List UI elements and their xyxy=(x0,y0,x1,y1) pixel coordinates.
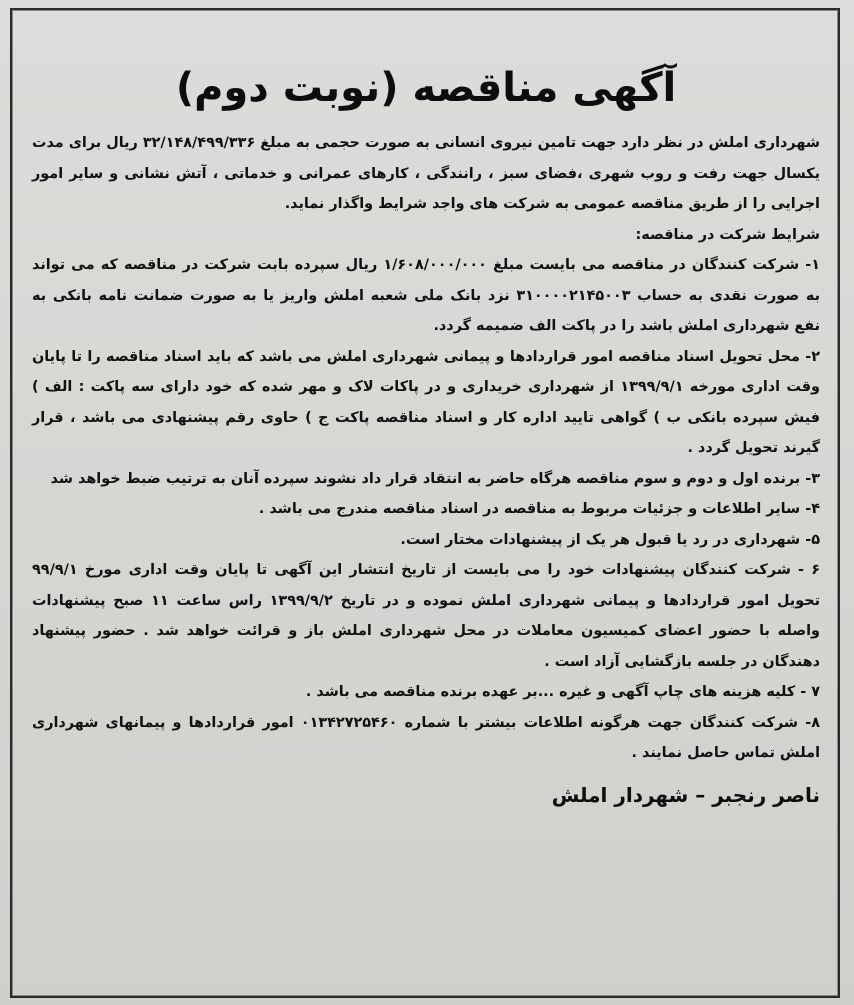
condition-item-5: ۵- شهرداری در رد یا قبول هر یک از پیشنهادات مختار است. xyxy=(400,531,820,548)
signature: ناصر رنجبر – شهردار املش xyxy=(551,782,820,807)
condition-item-8: ۸- شرکت کنندگان جهت هرگونه اطلاعات بیشتر با شماره ۰۱۳۴۲۷۲۵۴۶۰ امور قراردادها و پیمانهای شهرداری املش تماس حاصل نمایند . xyxy=(32,714,820,761)
condition-item-3: ۳- برنده اول و دوم و سوم مناقصه هرگاه حاضر به انتقاد قرار داد نشوند سپرده آنان به ترتیب ضبط خواهد شد xyxy=(50,470,820,487)
condition-item-4: ۴- سایر اطلاعات و جزئیات مربوط به مناقصه در اسناد مناقصه مندرج می باشد . xyxy=(258,501,820,517)
condition-item-6: ۶ - شرکت کنندگان پیشنهادات خود را می بایست از تاریخ انتشار این آگهی تا پایان وقت اداری مورخ ۹۹/۹/۱ تحویل امور قراردادها و پیمانی شهرداری املش نموده و در تاریخ ۱۳۹۹/۹/۲ راس ساعت ۱۱ صبح پیشنهادات واصله با حضور اعضای کمیسیون معاملات در محل شهرداری املش باز و قرائت خواهد شد . حضور پیشنهاد دهندگان در جلسه بازگشایی آزاد است . xyxy=(32,562,820,670)
condition-item-7: ۷ - کلیه هزینه های چاپ آگهی و غیره ...بر عهده برنده مناقصه می باشد . xyxy=(305,684,820,700)
notice-intro: شهرداری املش در نظر دارد جهت تامین نیروی انسانی به صورت حجمی به مبلغ ۳۲/۱۴۸/۴۹۹/۳۳۶ ریال برای مدت یکسال جهت رفت و روب شهری ،فضای سبز ، رانندگی ، کارهای عمرانی و خدماتی ، آتش نشانی و سایر امور اجرایی را از طریق مناقصه عمومی به شرکت های واجد شرایط واگذار نماید. xyxy=(32,135,820,212)
conditions-heading: شرایط شرکت در مناقصه: xyxy=(635,226,820,243)
condition-item-1: ۱- شرکت کنندگان در مناقصه می بایست مبلغ ۱/۶۰۸/۰۰۰/۰۰۰ ریال سپرده بابت شرکت در مناقصه که می تواند به صورت نقدی به حساب ۳۱۰۰۰۰۲۱۴۵۰۰۳ نزد بانک ملی شعبه املش واریز یا به صورت ضمانت نامه بانکی به نفع شهرداری املش باشد را در پاکت الف ضمیمه گردد. xyxy=(32,257,820,334)
tender-notice xyxy=(26,40,826,813)
notice-title: آگهی مناقصه (نوبت دوم) xyxy=(175,65,677,111)
condition-item-2: ۲- محل تحویل اسناد مناقصه امور قراردادها و پیمانی شهرداری املش می باشد که باید اسناد مناقصه را تا پایان وقت اداری مورخه ۱۳۹۹/۹/۱ از شهرداری خریداری و در پاکات لاک و مهر شده که خود دارای سه پاکت : الف ) فیش سپرده بانکی ب ) گواهی تایید اداره کار و اسناد مناقصه پاکت ج ) حاوی رقم پیشنهادی می باشد ، قرار گیرند تحویل گردد . xyxy=(32,348,820,456)
